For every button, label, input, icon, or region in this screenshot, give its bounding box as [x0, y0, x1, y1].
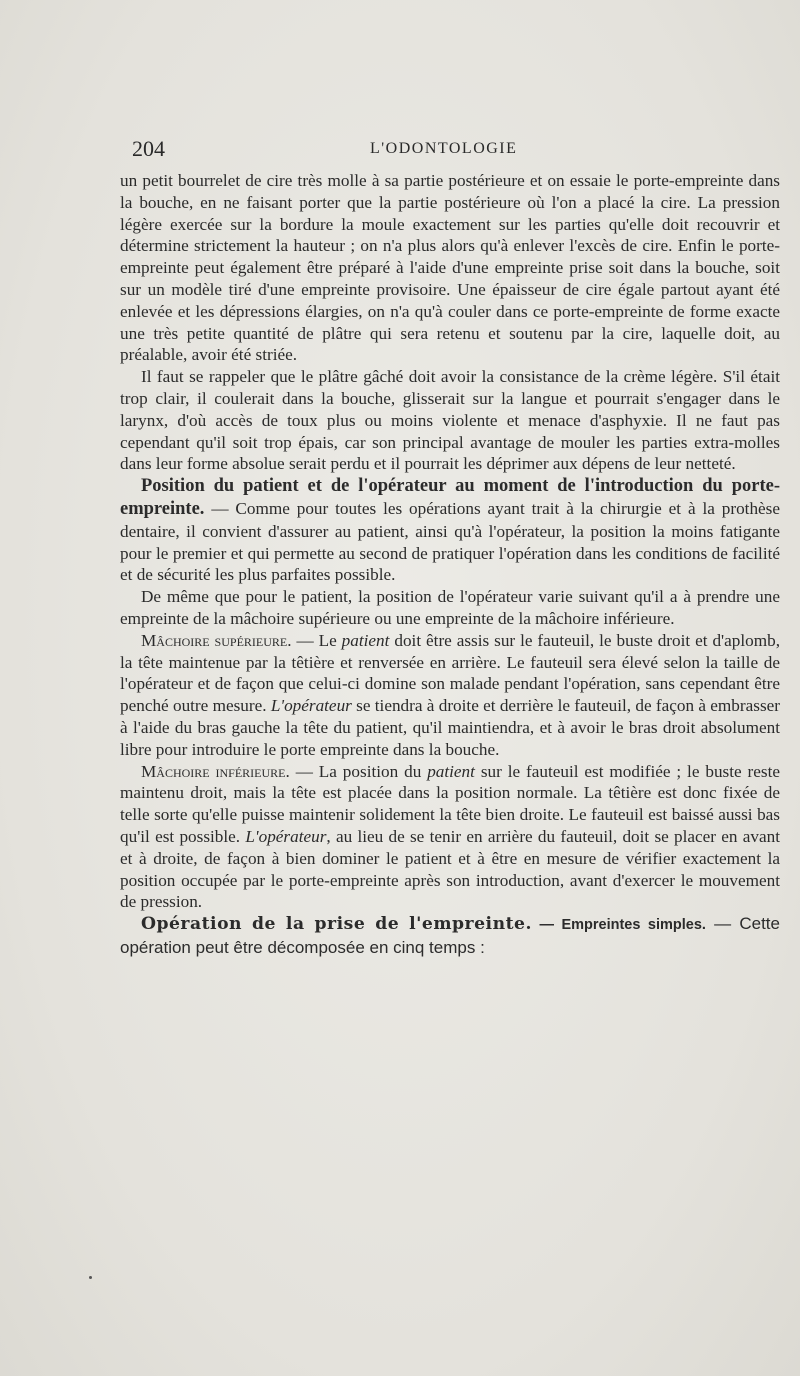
upper-jaw-operator-emphasis: L'opérateur — [270, 696, 352, 716]
subheading-lower-jaw: Mâchoire inférieure. — [141, 761, 290, 781]
running-header — [120, 136, 780, 166]
paragraph-operator-position: De même que pour le patient, la position de l'opérateur varie suivant qu'il a à prendre une empreinte de la mâchoire supérieure ou une empreinte de la mâchoire inférieure. — [120, 587, 780, 628]
upper-jaw-text-a: — Le — [291, 630, 342, 650]
subheading-simple-impressions: — Empreintes simples. — [531, 917, 706, 934]
lower-jaw-text-b: sur le fauteuil est modifiée ; le buste reste maintenu droit, mais la tête est placée dans la position normale. La têtière est donc fixée de telle sorte qu'elle puisse maintenir solidement la tête bien droite. Le fauteuil est baissé aussi bas qu'il est possible. — [120, 761, 780, 846]
paragraph-upper-jaw — [120, 630, 780, 761]
paper-speck — [89, 1276, 92, 1279]
body-text — [120, 170, 780, 959]
section-heading-operation: Opération de la prise de l'empreinte. — [141, 914, 532, 935]
running-title: L'ODONTOLOGIE — [370, 140, 518, 157]
paragraph-position-text: — Comme pour toutes les opérations ayant trait à la chirurgie et à la prothèse dentaire, il convient d'assurer au patient, ainsi qu'à l'opérateur, la position la moins fatigante pour le premier et qui permette au second de pratiquer l'opération dans les conditions de facilité et de sécurité les plus parfaites possible. — [120, 498, 780, 585]
section-heading-position: Position du patient et de l'opérateur au moment de l'introduction du porte-empreinte. — [120, 476, 780, 519]
lower-jaw-patient-emphasis: patient — [427, 761, 475, 781]
paragraph-impression-operation — [120, 913, 780, 959]
lower-jaw-text-a: — La position du — [289, 761, 428, 781]
upper-jaw-text-b: doit être assis sur le fauteuil, le buste droit et d'aplomb, la tête maintenue par la têtière et renversée en arrière. Le fauteuil sera élevé selon la taille de l'opérateur et de façon que celui-ci domine son malade pendant l'opération, sans cependant être penché outre mesure. — [120, 630, 780, 716]
paragraph-lower-jaw — [120, 761, 780, 914]
page-number: 204 — [132, 136, 165, 161]
paragraph-plaster-consistency: Il faut se rappeler que le plâtre gâché doit avoir la consistance de la crème légère. S'il était trop clair, il coulerait dans la bouche, glisserait sur la langue et pourrait s'engager dans le larynx, d'où accès de toux plus ou moins violente et menace d'asphyxie. Il ne faut pas cependant qu'il soit trop épais, car son principal avantage de mouler les parties extra-molles dans leur forme absolue serait perdu et il pourrait les déprimer aux dépens de leur netteté. — [120, 367, 780, 474]
subheading-upper-jaw: Mâchoire supérieure. — [141, 630, 292, 650]
paragraph-continuation: un petit bourrelet de cire très molle à sa partie postérieure et on essaie le porte-empreinte dans la bouche, en ne faisant porter que la partie postérieure où l'on a placé la cire. La pression légère exercée sur la bordure la moule exactement sur les parties qu'elle doit recouvrir et détermine strictement la hauteur ; on n'a plus alors qu'à enlever l'excès de cire. Enfin le porte-empreinte peut également être préparé à l'aide d'une empreinte prise soit dans la bouche, soit sur un modèle tiré d'une empreinte provisoire. Une épaisseur de cire égale partout ayant été enlevée et les dépressions élargies, on n'a qu'à couler dans ce porte-empreinte de forme exacte une très petite quantité de plâtre qui sera retenu et soutenu par la cire, laquelle doit, au préalable, avoir été striée. — [120, 171, 780, 365]
upper-jaw-patient-emphasis: patient — [341, 630, 390, 650]
operation-text: — Cette opération peut être décomposée en cinq temps : — [120, 914, 780, 957]
paragraph-position — [120, 475, 780, 586]
lower-jaw-operator-emphasis: L'opérateur — [245, 826, 327, 846]
lower-jaw-text-c: , au lieu de se tenir en arrière du fauteuil, doit se placer en avant et à droite, de façon à bien dominer le patient et à être en mesure de vérifier exactement la position occupée par le porte-empreinte après son introduction, avant d'exercer le mouvement de pression. — [120, 826, 781, 912]
upper-jaw-text-c: se tiendra à droite et derrière le fauteuil, de façon à embrasser à l'aide du bras gauche la tête du patient, qu'il maintiendra, et à avoir le bras droit absolument libre pour introduire le porte empreinte dans la bouche. — [120, 696, 780, 759]
